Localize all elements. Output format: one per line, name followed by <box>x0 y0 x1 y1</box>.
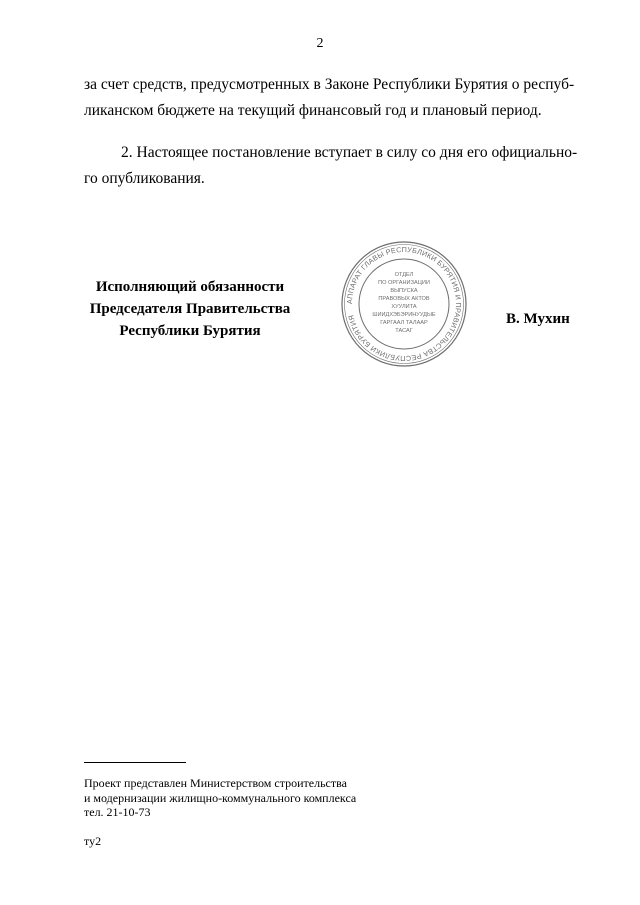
page-number: 2 <box>316 36 324 51</box>
signer-title-line-2: Председателя Правительства <box>89 301 291 317</box>
paragraph-1-line-2: ликанском бюджете на текущий финансовый год и плановый период. <box>84 102 542 119</box>
signer-name: В. Мухин <box>506 311 570 327</box>
signer-title-line-1: Исполняющий обязанности <box>95 279 285 295</box>
seal-line-6: ШИИДХЭБЭРИНУУДЫЕ <box>372 312 436 318</box>
seal-ring-text: АППАРАТ ГЛАВЫ РЕСПУБЛИКИ БУРЯТИЯ И ПРАВИТЕЛЬСТВА РЕСПУБЛИКИ БУРЯТИЯ <box>344 244 464 364</box>
paragraph-2-line-2: го опубликования. <box>84 170 205 187</box>
body-paragraph-2 <box>84 140 576 192</box>
body-paragraph-1 <box>84 72 576 124</box>
seal-line-5: ХУУЛИТА <box>391 304 417 310</box>
official-seal <box>340 240 468 368</box>
seal-line-2: ПО ОРГАНИЗАЦИИ <box>378 280 430 286</box>
footnote-line-2: и модернизации жилищно-коммунального комплекса <box>84 790 357 805</box>
seal-line-3: ВЫПУСКА <box>390 288 418 294</box>
footnote-line-1: Проект представлен Министерством строительства <box>84 776 347 790</box>
seal-line-8: ТАСАГ <box>395 328 413 334</box>
paragraph-1-line-1: за счет средств, предусмотренных в Законе Республики Бурятия о респуб- <box>84 76 575 93</box>
seal-line-7: ГАРГААЛ ТАЛААР <box>380 320 428 326</box>
seal-line-4: ПРАВОВЫХ АКТОВ <box>378 296 430 302</box>
document-code: ту2 <box>84 834 102 848</box>
footnote-divider <box>84 762 186 763</box>
paragraph-2-line-1: 2. Настоящее постановление вступает в силу со дня его официально- <box>121 144 578 161</box>
signer-title-line-3: Республики Бурятия <box>119 323 261 339</box>
footnote-line-3: тел. 21-10-73 <box>84 805 151 819</box>
seal-line-1: ОТДЕЛ <box>394 272 414 278</box>
footnote <box>84 776 356 820</box>
signer-title <box>84 276 296 342</box>
